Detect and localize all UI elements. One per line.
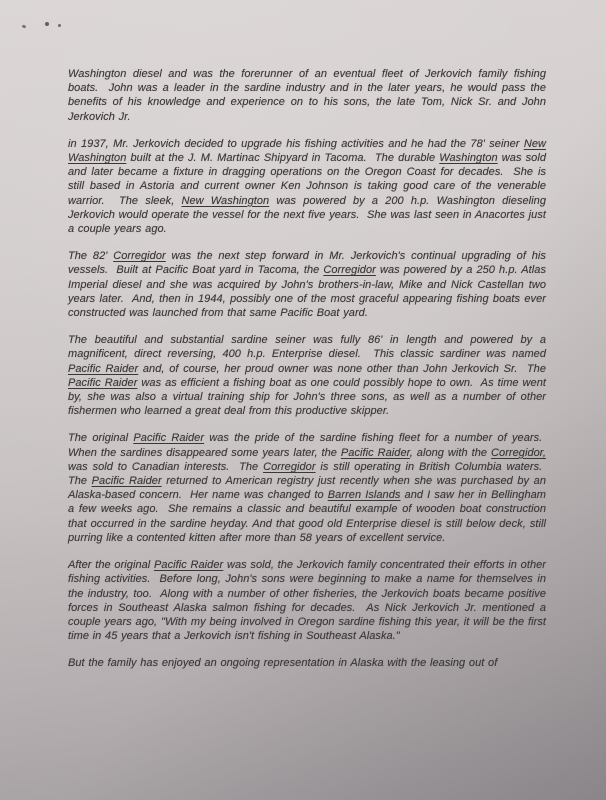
text-segment: The 82' — [68, 250, 114, 263]
paragraph — [68, 249, 546, 320]
ink-speck — [22, 24, 27, 28]
paragraph — [68, 137, 546, 236]
text-segment: and I saw her in Bellingham a few weeks ago. She remains a classic and beautiful example of wooden boat construction that occurred in the sardine heyday. And that good old Enterprise diesel is still below deck, still purring like a contented kitten after more than 58 years of excellent service. — [68, 489, 546, 544]
text-segment: is still operating in British Columbia waters. The — [68, 460, 546, 488]
page-text — [68, 67, 546, 684]
text-segment: was powered by a 250 h.p. Atlas Imperial diesel and she was acquired by John's brothers-in-law, Mike and Nick Castellan two years later. And, then in 1944, possibly one of the most graceful appearing fishing boats ever constructed was launched from that same Pacific Boat yard. — [68, 264, 546, 320]
text-segment: The original — [68, 432, 134, 445]
paragraph — [68, 67, 546, 124]
text-segment: was the next step forward in Mr. Jerkovich's continual upgrading of his vessels. Built at Pacific Boat yard in Tacoma, the — [68, 250, 546, 277]
underlined-vessel-name: Corregidor — [323, 264, 376, 277]
ink-speck — [58, 24, 61, 27]
ink-speck — [45, 22, 49, 26]
text-segment: was sold, the Jerkovich family concentrated their efforts in other fishing activities. Before long, John's sons were beginning to make a name for themselves in the industry, too. Along with a number of other fisheries, the Jerkovich boats became positive forces in Southeast Alaska salmon fishing for decades. As Nick Jerkovich Jr. mentioned a couple years ago, "With my being involved in Oregon sardine fishing this year, it will be the first time in 45 years that a Jerkovich isn't fishing in Southeast Alaska." — [68, 559, 546, 643]
underlined-vessel-name: Pacific Raider — [91, 475, 162, 488]
underlined-vessel-name: Washington — [439, 152, 498, 165]
text-segment: was sold and later became a fixture in dragging operations on the Oregon Coast for decades. She is still based in Astoria and current owner Ken Johnson is taking good care of the venerable warrior. The sleek, — [68, 152, 546, 207]
paragraph — [68, 558, 546, 643]
text-segment: Washington diesel and was the forerunner of an eventual fleet of Jerkovich family fishing boats. John was a leader in the sardine industry and in the later years, he would pass the benefits of his knowledge and experience on to his sons, the late Tom, Nick Sr. and John Jerkovich Jr. — [68, 68, 546, 123]
text-segment: But the family has enjoyed an ongoing representation in Alaska with the leasing out of — [68, 657, 498, 670]
text-segment: returned to American registry just recently when she was purchased by an Alaska-based concern. Her name was changed to — [68, 475, 546, 502]
underlined-vessel-name: New Washington — [181, 194, 270, 207]
paragraph — [68, 656, 546, 670]
underlined-vessel-name: Corregidor — [113, 250, 166, 263]
text-segment: was sold to Canadian interests. The — [68, 460, 264, 473]
text-segment: After the original — [68, 559, 155, 572]
text-segment: in 1937, Mr. Jerkovich decided to upgrade his fishing activities and he had the 78' seiner — [68, 137, 524, 150]
underlined-vessel-name: Pacific Raider — [340, 446, 410, 459]
text-segment: was powered by a 200 h.p. Washington dieseling Jerkovich would operate the vessel for the next five years. She was last seen in Anacortes just a couple years ago. — [68, 194, 546, 236]
underlined-vessel-name: Corregidor — [263, 460, 316, 473]
text-segment: and, of course, her proud owner was none other than John Jerkovich Sr. The — [138, 362, 546, 375]
text-segment: was the pride of the sardine fishing fleet for a number of years. When the sardines disappeared some years later, the — [68, 432, 546, 459]
underlined-vessel-name: Pacific Raider — [68, 362, 139, 375]
underlined-vessel-name: Corregidor, — [491, 446, 546, 459]
underlined-vessel-name: Pacific Raider — [154, 559, 224, 572]
paragraph — [68, 431, 546, 545]
underlined-vessel-name: Barren Islands — [327, 489, 401, 502]
text-segment: built at the J. M. Martinac Shipyard in Tacoma. The durable — [126, 152, 440, 165]
underlined-vessel-name: Pacific Raider — [68, 376, 138, 389]
paragraph — [68, 333, 546, 418]
underlined-vessel-name: Pacific Raider — [133, 432, 205, 445]
text-segment: The beautiful and substantial sardine seiner was fully 86' in length and powered by a magnificent, direct reversing, 400 h.p. Enterprise diesel. This classic sardiner was named — [68, 334, 546, 361]
text-segment: was as efficient a fishing boat as one could possibly hope to own. As time went by, she was also a virtual training ship for John's three sons, as well as a number of other fishermen who learned a great deal from this productive skipper. — [68, 376, 546, 418]
underlined-vessel-name: New Washington — [68, 137, 546, 165]
text-segment: , along with the — [409, 446, 492, 459]
